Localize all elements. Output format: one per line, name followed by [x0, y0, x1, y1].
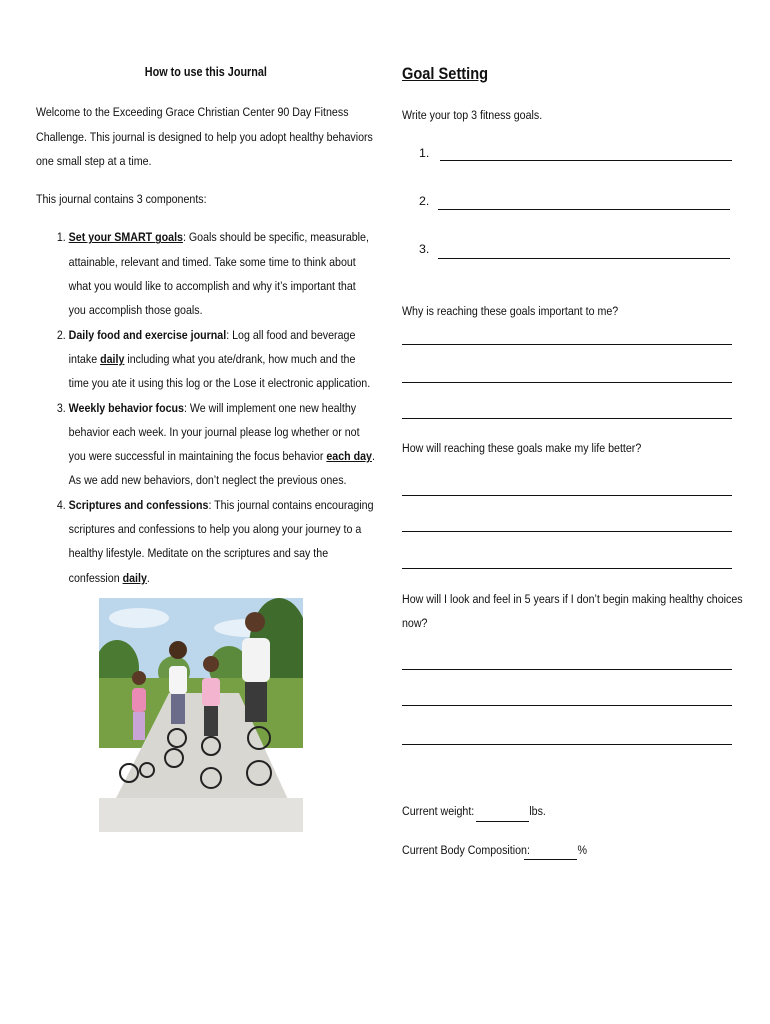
- importance-question: Why is reaching these goals important to me?: [402, 304, 619, 318]
- five-years-line-1[interactable]: [402, 669, 732, 670]
- goal-number-1: 1.: [419, 146, 430, 160]
- body-composition-field[interactable]: [524, 859, 577, 860]
- goal-number-3: 3.: [419, 242, 430, 256]
- five-years-line-3[interactable]: [402, 744, 732, 745]
- components-list: [36, 225, 376, 589]
- current-weight-label: Current weight:: [402, 804, 475, 818]
- better-life-line-3[interactable]: [402, 568, 732, 569]
- importance-line-1[interactable]: [402, 344, 732, 345]
- instructions-heading: How to use this Journal: [144, 65, 267, 79]
- goal-number-2: 2.: [419, 194, 430, 208]
- intro-paragraph: Welcome to the Exceeding Grace Christian Center 90 Day Fitness Challenge. This journal is designed to help you adopt healthy behaviors one small step at a time.: [36, 105, 373, 168]
- current-weight-field[interactable]: [476, 821, 529, 822]
- better-life-question: How will reaching these goals make my life better?: [402, 441, 642, 455]
- list-item: 4. Scriptures and confessions: This journal contains encouraging scriptures and confessions to help you along your journey to a healthy lifestyle. Meditate on the scriptures and say the confession daily.: [69, 493, 376, 590]
- goal-1-line[interactable]: [440, 160, 732, 161]
- goal-3-line[interactable]: [438, 258, 730, 259]
- family-biking-photo: [99, 598, 303, 832]
- better-life-line-2[interactable]: [402, 531, 732, 532]
- components-intro: This journal contains 3 components:: [36, 192, 207, 207]
- list-item: 2. Daily food and exercise journal: Log all food and beverage intake daily including what you ate/drank, how much and the time you ate it using this log or the Lose it electronic application.: [69, 323, 376, 396]
- list-item: 3. Weekly behavior focus: We will implement one new healthy behavior each week. In your journal please log whether or not you were successful in maintaining the focus behavior each day. As we add new behaviors, don’t neglect the previous ones.: [69, 396, 376, 493]
- instructions-column: [36, 60, 376, 590]
- body-composition-unit: %: [577, 843, 587, 857]
- five-years-line-2[interactable]: [402, 705, 732, 706]
- goal-2-line[interactable]: [438, 209, 730, 210]
- goal-setting-title: Goal Setting: [402, 64, 489, 83]
- list-item: 1. Set your SMART goals: Goals should be specific, measurable, attainable, relevant and timed. Take some time to think about what you would like to accomplish and why it’s important that you accomplish those goals.: [69, 225, 376, 322]
- better-life-line-1[interactable]: [402, 495, 732, 496]
- importance-line-2[interactable]: [402, 382, 732, 383]
- importance-line-3[interactable]: [402, 418, 732, 419]
- weight-unit: lbs.: [529, 804, 546, 818]
- goals-prompt: Write your top 3 fitness goals.: [402, 108, 543, 122]
- five-years-question-cont: now?: [402, 616, 428, 630]
- body-composition-label: Current Body Composition:: [402, 843, 530, 857]
- five-years-question: How will I look and feel in 5 years if I don’t begin making healthy choices: [402, 592, 743, 606]
